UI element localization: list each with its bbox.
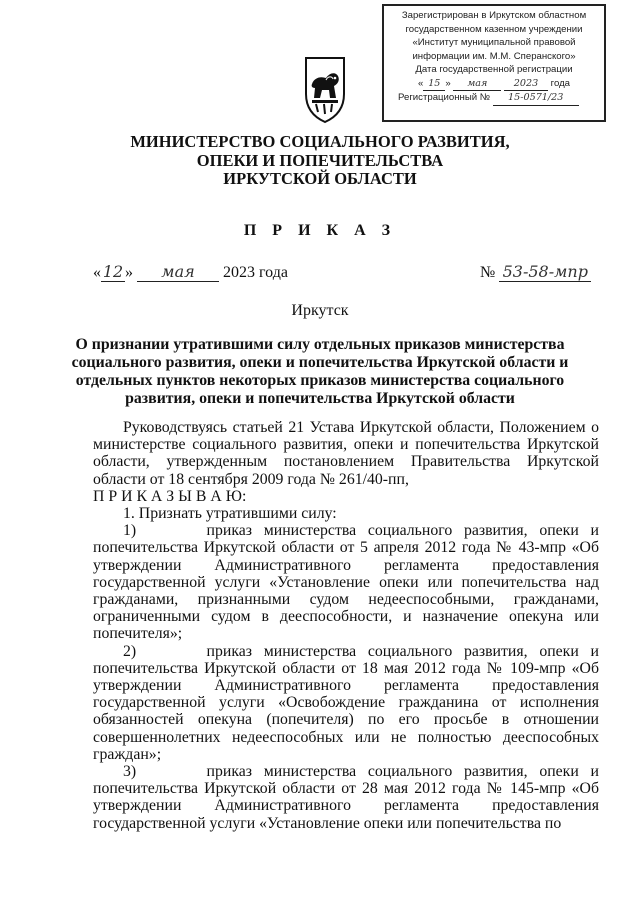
ministry-line-2: ОПЕКИ И ПОПЕЧИТЕЛЬСТВА [196, 150, 444, 170]
title-line-4: развития, опеки и попечительства Иркутской области [125, 390, 515, 407]
sub-item-1: 1) приказ министерства социального развития, опеки и попечительства Иркутской области от 5 апреля 2012 года № 43-мпр «Об утверждении Административного регламента предоставления государственной услуги «Установление опеки или попечительства над гражданами, признанными судом недееспособными, гражданами, ограниченными судом в дееспособности, и назначение опекуна или попечителя»; [93, 522, 599, 643]
ministry-header [0, 133, 640, 189]
sub-item-3: 3) приказ министерства социального развития, опеки и попечительства Иркутской области от 28 мая 2012 года № 145-мпр «Об утверждении Административного регламента предоставления государственной услуги «Установление опеки или попечительства по [93, 763, 599, 832]
order-number [480, 262, 591, 282]
ministry-line-3: ИРКУТСКОЙ ОБЛАСТИ [223, 169, 417, 188]
stamp-date-month: мая [453, 77, 501, 92]
order-date-day: 12 [102, 262, 124, 281]
order-number-prefix: № [480, 264, 496, 281]
order-date: « 12 » мая 2023 года [93, 262, 288, 281]
item-1-heading: 1. Признать утратившими силу: [123, 505, 337, 523]
document-type: П Р И К А З [243, 222, 397, 239]
order-date-year: 2023 года [223, 264, 288, 281]
coat-of-arms-icon [302, 54, 348, 124]
title-line-3: отдельных пунктов некоторых приказов министерства социального [75, 372, 565, 389]
ministry-line-1: МИНИСТЕРСТВО СОЦИАЛЬНОГО РАЗВИТИЯ, [130, 132, 510, 151]
order-date-month: мая [137, 262, 219, 282]
order-word: П Р И К А З Ы В А Ю: [93, 487, 247, 505]
document-title [0, 336, 640, 408]
title-line-2: социального развития, опеки и попечительства Иркутской области и [71, 354, 569, 371]
stamp-line-4: информации им. М.М. Сперанского» [412, 50, 576, 62]
sub-item-2: 2) приказ министерства социального развития, опеки и попечительства Иркутской области от 18 мая 2012 года № 109-мпр «Об утверждении Административного регламента предоставления государственной услуги «Освобождение гражданина от исполнения обязанностей опекуна (попечителя) по его просьбе в отношении совершеннолетних недееспособных или не полностью дееспособных граждан»; [93, 642, 599, 763]
stamp-date-day: 15 [423, 77, 445, 92]
stamp-date-row: « 15 » мая 2023 года [388, 77, 600, 92]
stamp-line-2: государственном казенном учреждении [405, 23, 583, 35]
city-name: Иркутск [291, 302, 349, 319]
title-line-1: О признании утратившими силу отдельных приказов министерства [75, 336, 565, 353]
registration-stamp [382, 4, 606, 122]
stamp-year-word: года [550, 77, 571, 89]
stamp-date-year: 2023 [504, 77, 548, 92]
preamble-paragraph: Руководствуясь статьей 21 Устава Иркутской области, Положением о министерстве социального развития, опеки и попечительства Иркутской области, утвержденным постановлением Правительства Иркутской области от 18 сентября 2009 года № 261/40-пп, [93, 419, 599, 488]
stamp-line-1: Зарегистрирован в Иркутском областном [401, 10, 587, 21]
document-body [93, 419, 599, 832]
order-number-value: 53-58-мпр [499, 262, 591, 282]
stamp-reg-row [388, 91, 600, 106]
stamp-reg-number: 15-0571/23 [493, 91, 579, 106]
stamp-line-5: Дата государственной регистрации [415, 64, 573, 75]
stamp-reg-label: Регистрационный № [398, 92, 491, 103]
stamp-line-3: «Институт муниципальной правовой [412, 37, 576, 48]
